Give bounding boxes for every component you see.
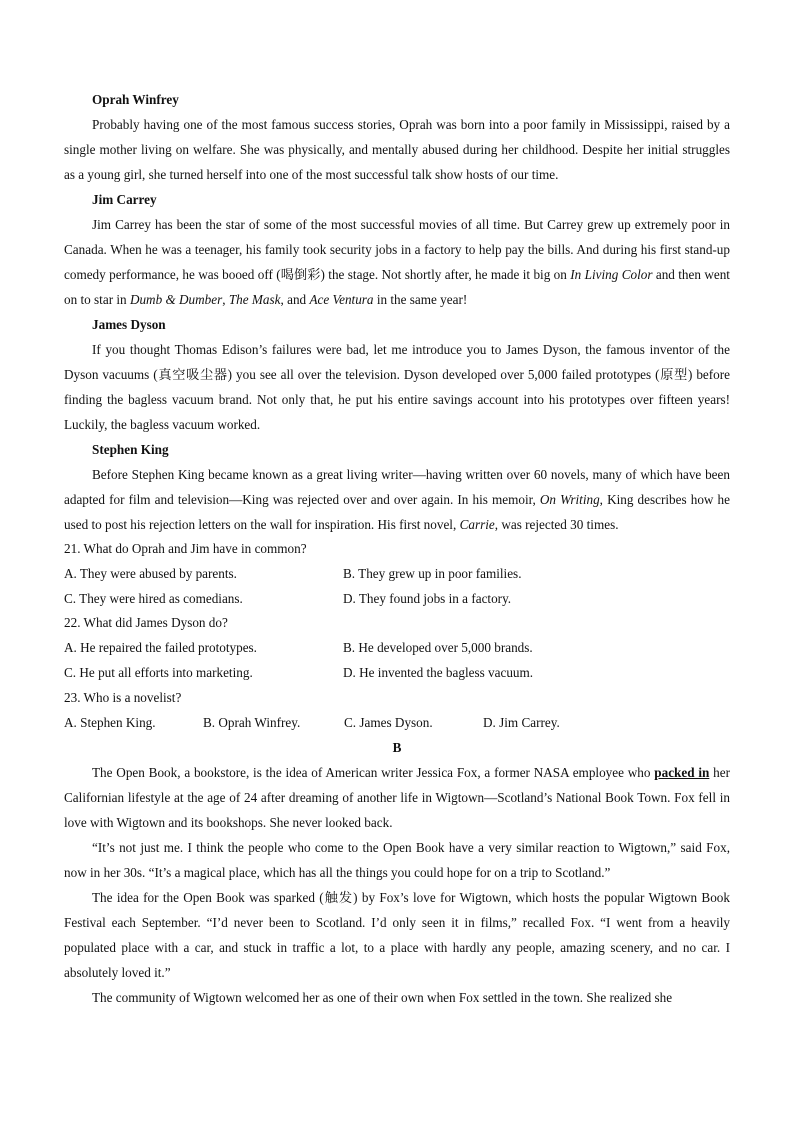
question-22-option-a[interactable]: A. He repaired the failed prototypes.: [64, 640, 257, 656]
paragraph-carrey: [64, 212, 730, 312]
question-23-option-b[interactable]: B. Oprah Winfrey.: [203, 714, 301, 730]
question-21-options-row-2: [64, 587, 730, 612]
paragraph-dyson: If you thought Thomas Edison’s failures were bad, let me introduce you to James Dyson, the famous inventor of the Dyson vacuums (真空吸尘器) you see all over the television. Dyson developed over 5,000 failed prototypes (原型) before finding the bagless vacuum brand. Not only that, he put his entire savings account into his prototypes over fifteen years! Luckily, the bagless vacuum worked.: [64, 342, 730, 432]
question-23-option-a[interactable]: A. Stephen King.: [64, 714, 156, 730]
paragraph-oprah: Probably having one of the most famous success stories, Oprah was born into a poor family in Mississippi, raised by a single mother living on welfare. She was physically, and mentally abused during her childhood. Despite her initial struggles as a young girl, she turned herself into one of the most successful talk show hosts of our time.: [64, 117, 730, 182]
section-b-paragraph-3: The idea for the Open Book was sparked (触发) by Fox’s love for Wigtown, which hosts the popular Wigtown Book Festival each September. “I’d never been to Scotland. I’d only seen it in films,” recalled Fox. “I went from a heavily populated place with a car, and stuck in traffic a lot, to a place with hardly any people, amazing scenery, and no car. I absolutely loved it.”: [64, 890, 730, 981]
carrey-sep-1: ,: [222, 292, 229, 307]
question-22-options-row-1: [64, 636, 730, 661]
carrey-film-1: Dumb & Dumber: [129, 292, 223, 307]
carrey-text-3: in the same year!: [373, 292, 468, 307]
question-22-option-d[interactable]: D. He invented the bagless vacuum.: [343, 664, 534, 680]
question-22-options-row-2: [64, 661, 730, 686]
king-text-2: , King describes how he used to post his rejection letters on the wall for inspiration. His first novel,: [64, 492, 730, 532]
heading-carrey: Jim Carrey: [92, 192, 157, 207]
king-text-1: Before Stephen King became known as a great living writer—having written over 60 novels, many of which have been adapted for film and television—King was rejected over and over again. In his memoir,: [64, 467, 730, 507]
underlined-phrase: packed in: [654, 765, 710, 781]
carrey-text-1: Jim Carrey has been the star of some of the most successful movies of all time. But Carrey grew up extremely poor in Canada. When he was a teenager, his family took security jobs in a factory to help pay the bills. And during his first stand-up comedy performance, he was booed off (喝倒彩) the stage. Not shortly after, he made it big on: [64, 217, 730, 282]
heading-king: Stephen King: [92, 442, 169, 457]
heading-dyson: James Dyson: [92, 317, 166, 332]
carrey-show-title: In Living Color: [570, 267, 653, 282]
heading-oprah: Oprah Winfrey: [92, 92, 179, 107]
question-23-option-c[interactable]: C. James Dyson.: [344, 714, 433, 730]
section-b-paragraph-4: The community of Wigtown welcomed her as one of their own when Fox settled in the town. She realized she: [92, 990, 673, 1006]
question-22-option-c[interactable]: C. He put all efforts into marketing.: [64, 664, 253, 680]
section-b-label: B: [392, 740, 402, 756]
carrey-sep-2: , and: [280, 292, 310, 307]
paragraph-king: [64, 462, 730, 537]
carrey-film-3: Ace Ventura: [309, 292, 374, 307]
section-b-p1-before: The Open Book, a bookstore, is the idea of American writer Jessica Fox, a former NASA employee who: [92, 765, 655, 781]
question-21-options-row-1: [64, 562, 730, 587]
section-b-p1-after: her Californian lifestyle at the age of 24 after dreaming of another life in Wigtown—Scotland’s National Book Town. Fox fell in love with Wigtown and its bookshops. She never looked back.: [64, 765, 730, 831]
question-21-option-c[interactable]: C. They were hired as comedians.: [64, 590, 243, 606]
question-21-option-a[interactable]: A. They were abused by parents.: [64, 565, 237, 581]
question-21-option-d[interactable]: D. They found jobs in a factory.: [343, 590, 512, 606]
question-21-option-b[interactable]: B. They grew up in poor families.: [343, 565, 522, 581]
section-b-paragraph-1: [64, 760, 730, 835]
king-memoir-title: On Writing: [539, 492, 600, 507]
question-22-option-b[interactable]: B. He developed over 5,000 brands.: [343, 640, 533, 656]
king-novel-title: Carrie: [459, 517, 495, 532]
question-22-stem: 22. What did James Dyson do?: [64, 615, 228, 631]
page-content: [64, 87, 730, 1010]
question-23-option-d[interactable]: D. Jim Carrey.: [483, 714, 560, 730]
section-b-paragraph-2: “It’s not just me. I think the people who come to the Open Book have a very similar reaction to Wigtown,” said Fox, now in her 30s. “It’s a magical place, which has all the things you could hope for on a trip to Scotland.”: [64, 840, 730, 881]
carrey-text-2: and then went on to star in: [64, 267, 730, 307]
question-23-options-row: [64, 711, 730, 736]
king-text-3: , was rejected 30 times.: [494, 517, 619, 532]
question-23-stem: 23. Who is a novelist?: [64, 689, 182, 705]
carrey-film-2: The Mask: [228, 292, 281, 307]
question-21-stem: 21. What do Oprah and Jim have in common?: [64, 541, 307, 556]
